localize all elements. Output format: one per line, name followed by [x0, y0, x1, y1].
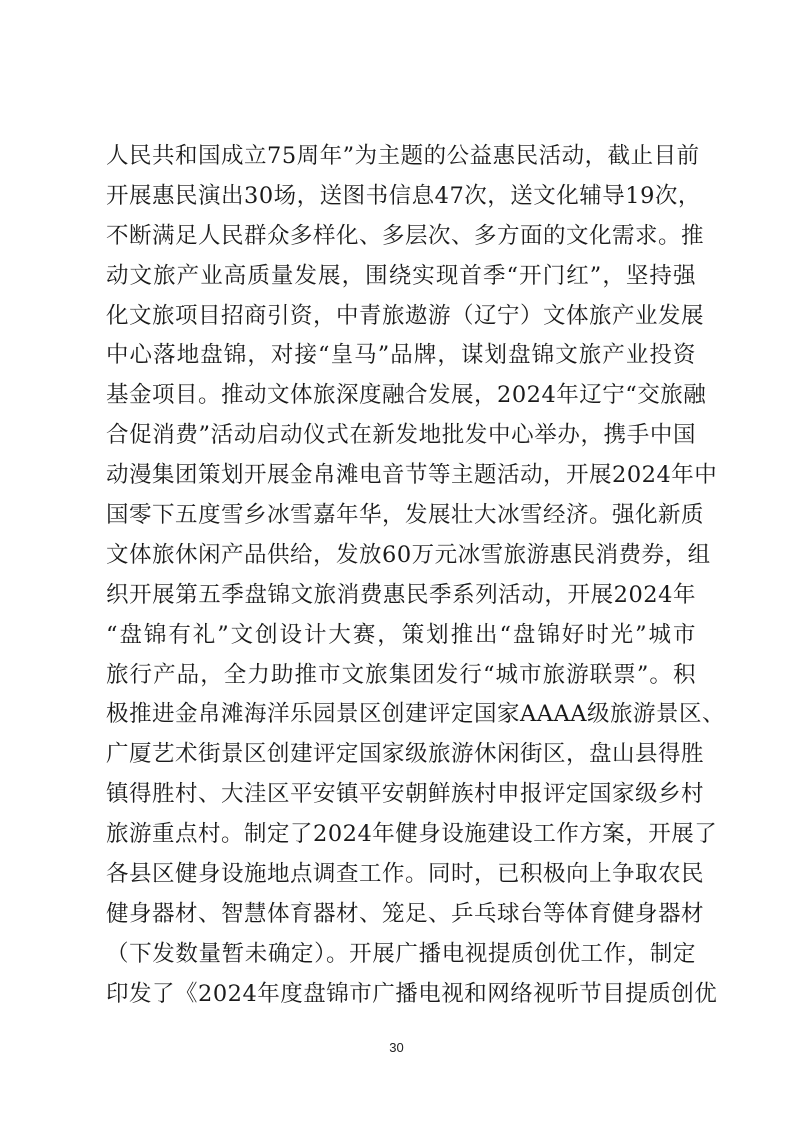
- text-line: 国零下五度雪乡冰雪嘉年华，发展壮大冰雪经济。强化新质: [106, 502, 705, 529]
- text-line: 中心落地盘锦，对接“皇马”品牌，谋划盘锦文旅产业投资: [106, 342, 696, 369]
- text-line: 健身器材、智慧体育器材、笼足、乒乓球台等体育健身器材: [106, 900, 705, 927]
- text-line: 不断满足人民群众多样化、多层次、多方面的文化需求。推: [106, 222, 705, 249]
- text-line: “盘锦有礼”文创设计大赛，策划推出“盘锦好时光”城市: [106, 621, 696, 648]
- text-line: 旅行产品，全力助推市文旅集团发行“城市旅游联票”。积: [106, 661, 696, 688]
- body-text: [106, 137, 725, 1015]
- text-line: 动漫集团策划开展金帛滩电音节等主题活动，开展2024年中: [106, 462, 718, 489]
- page-number: 30: [389, 1040, 404, 1055]
- text-line: 开展惠民演出30场，送图书信息47次，送文化辅导19次，: [106, 182, 701, 209]
- text-line: 织开展第五季盘锦文旅消费惠民季系列活动，开展2024年: [106, 581, 696, 608]
- text-line: 镇得胜村、大洼区平安镇平安朝鲜族村申报评定国家级乡村: [106, 781, 705, 808]
- text-line: 极推进金帛滩海洋乐园景区创建评定国家AAAA级旅游景区、: [106, 701, 725, 728]
- text-line: 文体旅休闲产品供给，发放60万元冰雪旅游惠民消费券，组: [106, 541, 711, 568]
- text-line: 广厦艺术街景区创建评定国家级旅游休闲街区，盘山县得胜: [106, 741, 705, 768]
- text-line: 合促消费”活动启动仪式在新发地批发中心举办，携手中国: [106, 422, 696, 449]
- text-line: 动文旅产业高质量发展，围绕实现首季“开门红”，坚持强: [106, 262, 696, 289]
- text-line: 旅游重点村。制定了2024年健身设施建设工作方案，开展了: [106, 821, 718, 848]
- text-line: 印发了《2024年度盘锦市广播电视和网络视听节目提质创优: [106, 980, 718, 1007]
- text-line: （下发数量暂未确定）。开展广播电视提质创优工作，制定: [106, 940, 696, 967]
- text-line: 基金项目。推动文体旅深度融合发展，2024年辽宁“交旅融: [106, 382, 707, 409]
- text-line: 各县区健身设施地点调查工作。同时，已积极向上争取农民: [106, 861, 705, 888]
- text-line: 人民共和国成立75周年”为主题的公益惠民活动，截止目前: [106, 143, 700, 169]
- text-line: 化文旅项目招商引资，中青旅遨游（辽宁）文体旅产业发展: [106, 302, 705, 329]
